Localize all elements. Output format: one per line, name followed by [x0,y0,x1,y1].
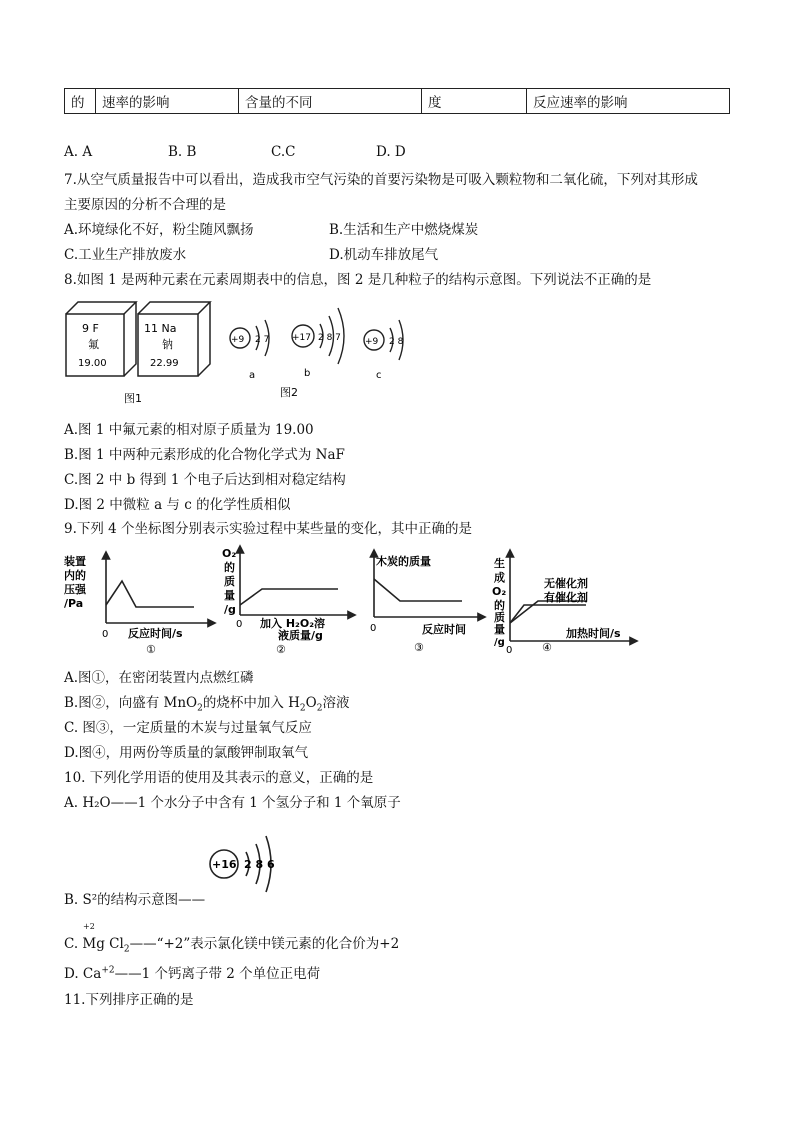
graph1-xlabel: 反应时间/s [128,627,183,640]
q8-figure [62,292,422,410]
graph1-origin: 0 [102,629,109,640]
graph4-legend-catalyst: 有催化剂 [544,591,588,604]
particle-a-label: a [249,370,256,381]
graph1-number: ① [146,643,156,655]
graph2-number: ② [276,643,286,655]
answer-table [64,88,730,114]
sodium-name: 钠 [162,338,173,351]
graph2-curve [240,589,338,605]
sulfur-ion-diagram [204,826,304,898]
fluorine-name: 氟 [88,338,99,351]
q10-c-valence: +2 [83,922,95,931]
graph4-ylabel-7: /g [494,637,505,648]
q10-d-sup: +2 [101,965,115,976]
graph4-number: ④ [542,641,552,654]
q8-option-d[interactable]: D.图 2 中微粒 a 与 c 的化学性质相似 [64,497,291,513]
graph3-origin: 0 [370,623,377,634]
graph4-origin: 0 [506,645,513,655]
q9-b-sub-3: 2 [316,703,323,714]
graph1-ylabel-3: 压强 [64,583,86,596]
graph2-ylabel-1: O₂ [222,547,237,560]
graph4-ylabel-4: 的 [494,599,505,612]
particle-b-nucleus: +17 [292,333,311,343]
q9-b-text-2: 的烧杯中加入 H [202,695,300,711]
q9-option-c[interactable]: C. 图③，一定质量的木炭与过量氧气反应 [64,720,312,736]
particle-c-nucleus: +9 [365,337,379,347]
figure2-label: 图2 [280,386,298,399]
particle-b-electrons: 2 8 7 [318,333,341,343]
graph2-ylabel-5: /g [224,603,236,616]
graph1-ylabel-1: 装置 [64,555,86,568]
graph2-origin: 0 [236,619,243,630]
particle-b-label: b [304,368,311,379]
graph1-ylabel-2: 内的 [64,569,86,582]
sulfur-nucleus: +16 [212,858,237,871]
q10-option-c[interactable] [64,922,400,955]
q6-option-a[interactable]: A. A [64,144,93,160]
graph2-xlabel-1: 加入 H₂O₂溶 [260,617,326,630]
fluorine-symbol: 9 F [82,322,99,335]
q10-option-b[interactable]: B. S²的结构示意图—— [64,892,206,908]
graph3-number: ③ [414,641,424,654]
q9-stem: 9.下列 4 个坐标图分别表示实验过程中某些量的变化，其中正确的是 [64,521,473,537]
table-cell: 度 [422,89,527,114]
q7-stem-line1: 7.从空气质量报告中可以看出，造成我市空气污染的首要污染物是可吸入颗粒物和二氧化硫，下列对其形成 [64,172,698,188]
q10-c-sub: 2 [123,944,130,955]
graph4-ylabel-3: O₂ [492,585,507,598]
graph3-xlabel: 反应时间 [422,623,466,636]
graph1-axes [106,555,212,623]
q10-c-text-1: C. Mg Cl [64,936,124,952]
q9-b-text-4: 溶液 [322,695,350,711]
graph1-ylabel-4: /Pa [64,597,84,610]
q8-option-a[interactable]: A.图 1 中氟元素的相对原子质量为 19.00 [64,422,314,438]
q7-stem-line2: 主要原因的分析不合理的是 [64,197,226,213]
q10-option-d[interactable] [64,962,320,982]
graph2-ylabel-3: 质 [224,575,235,588]
particle-a-nucleus: +9 [231,335,245,345]
graph2-ylabel-2: 的 [224,561,235,574]
q9-option-b[interactable] [64,691,349,714]
q7-option-b[interactable]: B.生活和生产中燃烧煤炭 [329,222,479,238]
graph4-ylabel-2: 成 [494,571,505,584]
graph2-xlabel-2: 液质量/g [278,629,323,642]
q7-option-c[interactable]: C.工业生产排放废水 [64,247,187,263]
particle-c-label: c [376,370,382,381]
graph2-ylabel-4: 量 [224,589,235,602]
q6-option-c[interactable]: C.C [271,144,296,160]
q10-option-a[interactable]: A. H₂O——1 个水分子中含有 1 个氢分子和 1 个氧原子 [64,795,401,811]
q6-option-d[interactable]: D. D [376,144,406,160]
q8-option-b[interactable]: B.图 1 中两种元素形成的化合物化学式为 NaF [64,447,345,463]
sodium-mass: 22.99 [150,358,179,369]
table-row [65,89,730,114]
graph3-ylabel: 木炭的质量 [376,555,431,568]
q6-option-b[interactable]: B. B [168,144,197,160]
graph4-ylabel-1: 生 [494,557,505,570]
graph4-xlabel: 加热时间/s [566,627,621,640]
figure1-label: 图1 [124,392,142,405]
graph3-curve [374,579,462,601]
q8-stem: 8.如图 1 是两种元素在元素周期表中的信息，图 2 是几种粒子的结构示意图。下列说法不正确的是 [64,272,652,288]
q9-option-d[interactable]: D.图④，用两份等质量的氯酸钾制取氧气 [64,745,309,761]
q11-stem: 11.下列排序正确的是 [64,992,194,1008]
q9-b-text-1: B.图②，向盛有 MnO [64,695,198,711]
q9-b-sub-1: 2 [197,703,203,714]
table-cell: 速率的影响 [96,89,239,114]
graph4-ylabel-6: 量 [494,623,505,636]
particle-a-electrons: 2 7 [255,335,270,345]
q10-d-text-2: ——1 个钙离子带 2 个单位正电荷 [114,966,321,982]
fluorine-mass: 19.00 [78,358,107,369]
q10-stem: 10. 下列化学用语的使用及其表示的意义，正确的是 [64,770,374,786]
sulfur-electrons: 2 8 6 [244,858,275,871]
q8-option-c[interactable]: C.图 2 中 b 得到 1 个电子后达到相对稳定结构 [64,472,346,488]
table-cell: 的 [65,89,96,114]
q10-c-text-2: ——“+2”表示氯化镁中镁元素的化合价为+2 [129,936,400,952]
q9-b-sub-2: 2 [299,703,306,714]
q9-option-a[interactable]: A.图①，在密闭装置内点燃红磷 [64,670,254,686]
graph1-curve [106,581,194,607]
sodium-symbol: 11 Na [144,322,177,335]
graph4-legend-no-catalyst: 无催化剂 [544,577,588,590]
table-cell: 反应速率的影响 [527,89,730,114]
q7-option-d[interactable]: D.机动车排放尾气 [329,247,439,263]
q10-d-text-1: D. Ca [64,966,102,982]
graph4-ylabel-5: 质 [494,611,505,624]
q7-option-a[interactable]: A.环境绿化不好，粉尘随风飘扬 [64,222,254,238]
q9-b-text-3: O [305,695,317,711]
particle-c-electrons: 2 8 [389,337,404,347]
table-cell: 含量的不同 [239,89,422,114]
graph2-axes [240,549,352,615]
q9-graphs [62,543,642,655]
